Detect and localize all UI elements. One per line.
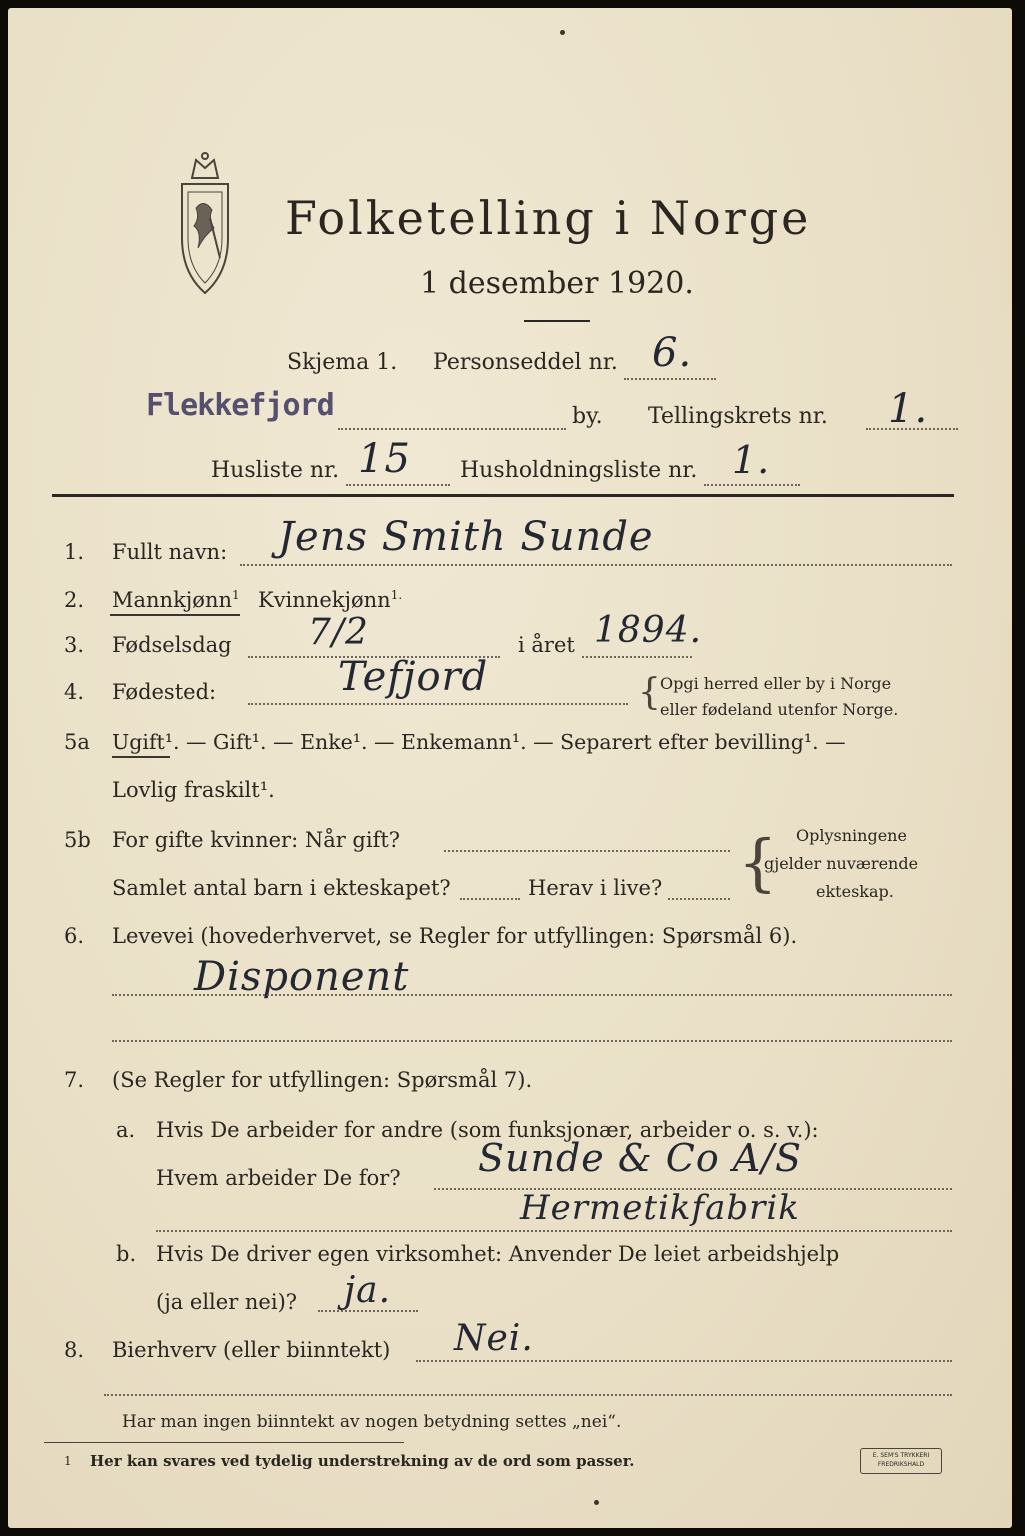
q4-number: 4. — [64, 680, 85, 704]
q2-underline-mark — [110, 614, 240, 616]
q6-field-line-2 — [112, 1040, 952, 1042]
q7-label: (Se Regler for utfyllingen: Spørsmål 7). — [112, 1068, 533, 1092]
q5b-note-1: Oplysningene — [796, 826, 907, 845]
q5b-field-line-1 — [444, 850, 730, 852]
q1-value: Jens Smith Sunde — [278, 514, 654, 560]
q7a-field-line-2 — [156, 1230, 952, 1232]
q5b-label-1: For gifte kvinner: Når gift? — [112, 828, 401, 852]
q7a-value-1: Sunde & Co A/S — [478, 1136, 803, 1180]
q3-day-value: 7/2 — [308, 612, 369, 653]
q4-note-2: eller fødeland utenfor Norge. — [660, 700, 899, 719]
q4-value: Tefjord — [338, 654, 489, 700]
q8-value: Nei. — [454, 1318, 534, 1359]
q8-number: 8. — [64, 1338, 85, 1362]
husliste-field-line — [346, 484, 450, 486]
personseddel-field-line — [624, 378, 716, 380]
q4-note-1: Opgi herred eller by i Norge — [660, 674, 892, 693]
q5b-note-2: gjelder nuværende — [764, 854, 919, 873]
title-divider — [524, 320, 590, 322]
q5b-label-2: Samlet antal barn i ekteskapet? — [112, 876, 451, 900]
printer-mark: E. SEM'S TRYKKERI FREDRIKSHALD — [860, 1448, 942, 1474]
footnote-number: 1 — [64, 1454, 72, 1468]
footnote-divider — [44, 1442, 404, 1443]
tellingskrets-value: 1. — [888, 386, 929, 432]
q7a-letter: a. — [116, 1118, 136, 1142]
q7b-question: (ja eller nei)? — [156, 1290, 298, 1314]
q7b-text: Hvis De driver egen virksomhet: Anvender De leiet arbeidshjelp — [156, 1242, 840, 1266]
q5b-field-line-3 — [668, 898, 730, 900]
personseddel-value: 6. — [652, 330, 693, 376]
q5b-label-3: Herav i live? — [528, 876, 663, 900]
q7b-value: ja. — [344, 1270, 392, 1311]
q8-field-line-2 — [104, 1394, 952, 1396]
q2-label-mann: Mannkjønn$^1$ — [112, 588, 240, 612]
q5a-options: Ugift¹. — Gift¹. — Enke¹. — Enkemann¹. — Separert efter bevilling¹. — — [112, 730, 846, 754]
header-separator — [52, 494, 954, 497]
punch-dot-top — [560, 30, 565, 35]
q7b-letter: b. — [116, 1242, 137, 1266]
personseddel-label: Personseddel nr. — [433, 350, 618, 375]
q5b-field-line-2 — [460, 898, 520, 900]
q6-field-line-1 — [112, 994, 952, 996]
q5a-number: 5a — [64, 730, 90, 754]
q1-label: Fullt navn: — [112, 540, 228, 564]
footer-note: Har man ingen biinntekt av nogen betydning settes „nei“. — [122, 1412, 622, 1432]
q5a-options-2: Lovlig fraskilt¹. — [112, 778, 275, 802]
q3-year-label: i året — [518, 633, 575, 657]
q3-label: Fødselsdag — [112, 633, 232, 657]
husholdning-field-line — [704, 484, 800, 486]
q1-number: 1. — [64, 540, 85, 564]
q4-field-line — [248, 703, 628, 705]
q5b-brace: { — [738, 826, 778, 899]
q4-label: Fødested: — [112, 680, 217, 704]
husliste-label: Husliste nr. — [211, 458, 340, 483]
city-field-line — [338, 428, 566, 430]
q8-field-line — [416, 1360, 952, 1362]
census-date: 1 desember 1920. — [420, 266, 694, 301]
husholdning-label: Husholdningsliste nr. — [460, 458, 698, 483]
q3-number: 3. — [64, 633, 85, 657]
q7-number: 7. — [64, 1068, 85, 1092]
q3-year-field-line — [582, 656, 692, 658]
q7a-who-label: Hvem arbeider De for? — [156, 1166, 401, 1190]
census-form-page — [8, 8, 1012, 1528]
q6-number: 6. — [64, 924, 85, 948]
city-stamp: Flekkefjord — [146, 388, 334, 423]
skjema-label: Skjema 1. — [287, 350, 398, 375]
punch-dot-bottom — [594, 1500, 599, 1505]
q2-number: 2. — [64, 588, 85, 612]
q5b-note-3: ekteskap. — [816, 882, 894, 901]
q5a-underline-mark — [112, 756, 170, 758]
q6-label: Levevei (hovederhvervet, se Regler for utfyllingen: Spørsmål 6). — [112, 924, 798, 948]
husholdning-value: 1. — [732, 438, 771, 482]
coat-of-arms-emblem — [164, 148, 246, 298]
husliste-value: 15 — [358, 436, 411, 482]
q5b-number: 5b — [64, 828, 91, 852]
q6-value: Disponent — [194, 954, 410, 1000]
tellingskrets-label: Tellingskrets nr. — [648, 404, 828, 429]
footnote-text: Her kan svares ved tydelig understrekning av de ord som passer. — [90, 1452, 635, 1470]
q2-label-kvinne: Kvinnekjønn$^{1.}$ — [258, 588, 403, 612]
form-title: Folketelling i Norge — [285, 191, 812, 245]
q4-brace: { — [638, 672, 661, 713]
by-label: by. — [572, 404, 603, 429]
q7a-value-2: Hermetikfabrik — [520, 1188, 800, 1228]
q1-field-line — [240, 564, 952, 566]
q7a-text: Hvis De arbeider for andre (som funksjonær, arbeider o. s. v.): — [156, 1118, 819, 1142]
q8-label: Bierhverv (eller biinntekt) — [112, 1338, 391, 1362]
q3-year-value: 1894. — [594, 610, 703, 651]
